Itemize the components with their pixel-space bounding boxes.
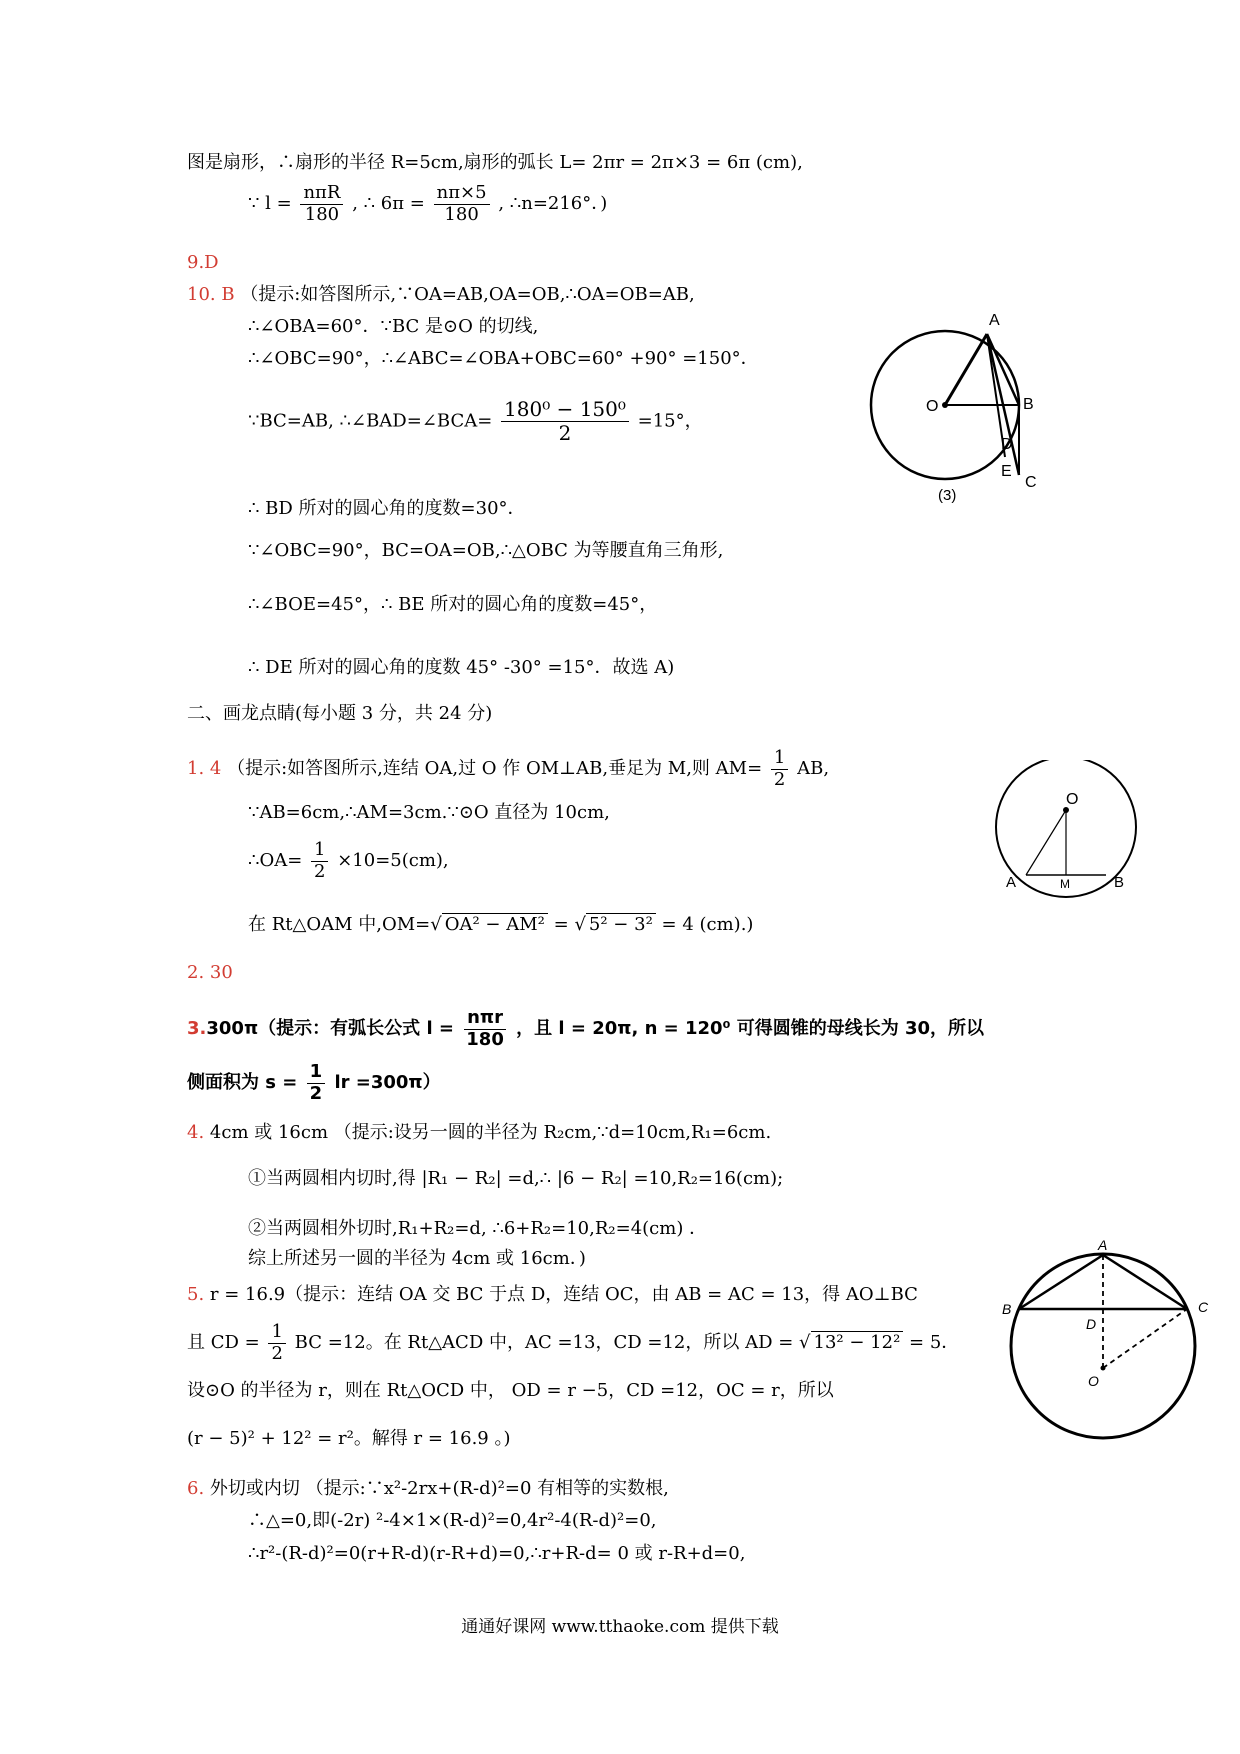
fraction-angle: $\frac{\text{180⁰ − 150⁰}}{2}$ [501,398,629,445]
answer-5: 5. r = 16.9（提示：连结 OA 交 BC 于点 D，连结 OC，由 AB = AC = 13，得 AO⊥BC [187,1284,918,1305]
fig2-label-A: A [1006,874,1017,891]
line-2: ∵ l = $\frac{\text{nπR}}{180}$ , ∴ 6π = $\frac{n\pi\times 5}{180}$ , ∴n=216°．) [248,182,608,225]
fraction-arc: $\frac{\text{nπr}}{180}$ [463,1008,507,1050]
fraction-half: $\frac{1}{2}$ [268,1322,285,1364]
fig2-label-B: B [1114,874,1125,891]
answer-4: 4. 4cm 或 16cm （提示:设另一圆的半径为 R₂cm,∵d=10cm,R₁=6cm. [187,1122,772,1143]
line-12: ∵AB=6cm,∴AM=3cm.∵⊙O 直径为 10cm, [248,802,610,823]
fig3-label-B: B [1002,1301,1012,1317]
line-6: ∵BC=AB, ∴∠BAD=∠BCA= $\frac{\text{180⁰ − 150⁰}}{2}$ =15°， [248,397,703,445]
line-22: 且 CD = $\frac{1}{2}$ BC =12。在 Rt△ACD 中，AC =13，CD =12，所以 AD = √ 13² − 12² = 5． [187,1321,960,1364]
fig1-caption: (3) [938,487,957,504]
fig2-label-M: M [1060,877,1070,891]
answer-6: 6. 外切或内切 （提示:∵x²-2rx+(R-d)²=0 有相等的实数根, [187,1478,669,1499]
line-20: 综上所述另一圆的半径为 4cm 或 16cm．) [248,1248,586,1269]
fig3-label-D: D [1086,1316,1097,1332]
fig3-label-O: O [1088,1373,1099,1389]
line-27: ∴r²-(R-d)²=0(r+R-d)(r-R+d)=0,∴r+R-d= 0 或 r-R+d=0, [248,1543,746,1564]
answer-3: 3.300π（提示：有弧长公式 l = $\frac{\text{nπr}}{180}$ ，且 l = 20π, n = 120⁰ 可得圆锥的母线长为 30，所以 [187,1007,985,1050]
line-9: ∴∠BOE=45°，∴ BE 所对的圆心角的度数=45°， [248,594,658,615]
line-23: 设⊙O 的半径为 r，则在 Rt△OCD 中， OD = r −5，CD =12，OC = r，所以 [187,1380,834,1401]
line-7: ∴ BD 所对的圆心角的度数=30°． [248,498,526,519]
section-2-heading: 二、画龙点睛(每小题 3 分，共 24 分) [187,703,493,724]
fig3-label-C: C [1198,1299,1209,1315]
figure-inscribed-triangle [1000,1238,1220,1448]
line-26: ∴△=0,即(-2r) ²-4×1×(R-d)²=0,4r²-4(R-d)²=0, [248,1510,657,1531]
line-24: (r − 5)² + 12² = r²。解得 r = 16.9 。) [187,1428,511,1449]
answer-9: 9.D [187,252,219,273]
fraction-nPiR-180: $\frac{\text{nπR}}{180}$ [300,183,343,225]
fig1-label-E: E [1001,463,1012,480]
fig2-label-O: O [1066,791,1079,808]
line-5: ∴∠OBC=90°，∴∠ABC=∠OBA+OBC=60° +90° =150°． [248,348,759,369]
fig1-label-B: B [1023,396,1034,413]
line-19: ②当两圆相外切时,R₁+R₂=d, ∴6+R₂=10,R₂=4(cm) ． [248,1218,708,1239]
answer-1: 1. 4 （提示:如答图所示,连结 OA,过 O 作 OM⊥AB,垂足为 M,则 AM= $\frac{1}{2}$ AB, [187,747,830,790]
fig1-label-C: C [1025,474,1037,491]
figure-chord-perpendicular [990,760,1150,900]
fig3-label-A: A [1098,1238,1108,1253]
fig1-label-O: O [926,398,939,415]
figure-circle-tangent [860,305,1080,515]
answer-10: 10. B （提示:如答图所示,∵OA=AB,OA=OB,∴OA=OB=AB, [187,284,695,305]
line-18: ①当两圆相内切时,得 |R₁ − R₂| =d,∴ |6 − R₂| =10,R₂=16(cm); [248,1168,784,1189]
fig1-label-D: D [1001,436,1013,453]
line-14: 在 Rt△OAM 中,OM=√ OA² − AM² = √ 5² − 3² = 4 (cm).) [248,914,754,935]
page-footer: 通通好课网 www.tthaoke.com 提供下载 [461,1617,779,1637]
line-4: ∴∠OBA=60°．∵BC 是⊙O 的切线, [248,316,539,337]
fraction-npi5-180: $\frac{n\pi\times 5}{180}$ [434,183,490,225]
line-10: ∴ DE 所对的圆心角的度数 45° -30° =15°．故选 A) [248,657,675,678]
line-13: ∴OA= $\frac{1}{2}$ ×10=5(cm), [248,839,449,882]
line-8: ∵∠OBC=90°，BC=OA=OB,∴△OBC 为等腰直角三角形, [248,540,724,561]
fraction-half: $\frac{1}{2}$ [311,840,328,882]
fig1-label-A: A [989,312,1000,329]
line-16: 侧面积为 s = $\frac{1}{2}$ lr =300π） [187,1061,441,1104]
fraction-half: $\frac{1}{2}$ [307,1062,326,1104]
line-1: 图是扇形，∴扇形的半径 R=5cm,扇形的弧长 L= 2πr = 2π×3 = 6π (cm), [187,152,803,173]
fraction-half: $\frac{1}{2}$ [771,748,788,790]
answer-2: 2. 30 [187,962,233,983]
